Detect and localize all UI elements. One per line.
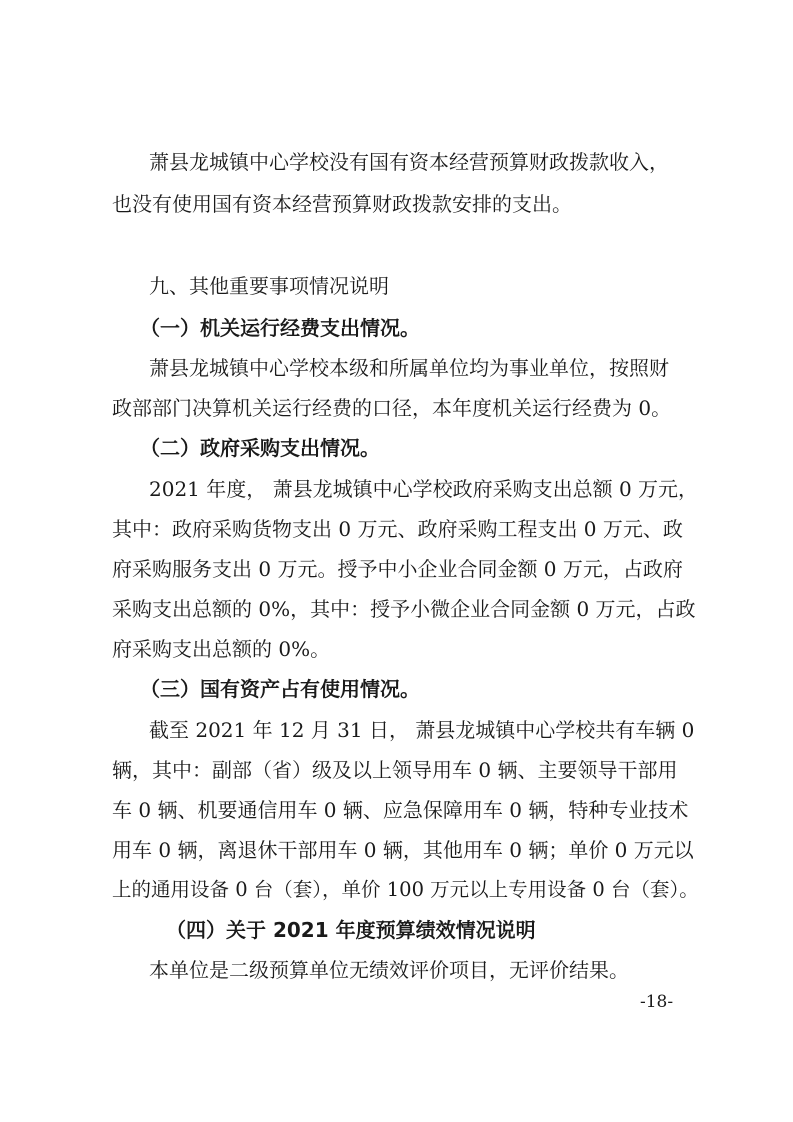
page-number: -18- [640, 992, 674, 1012]
subsection-2-title: （二）政府采购支出情况。 [140, 436, 380, 460]
subsection-3-line-5: 上的通用设备 0 台（套），单价 100 万元以上专用设备 0 台（套）。 [112, 878, 699, 901]
subsection-3-line-4: 用车 0 辆，离退休干部用车 0 辆，其他用车 0 辆；单价 0 万元以 [112, 838, 694, 862]
subsection-2-line-1: 2021 年度， 萧县龙城镇中心学校政府采购支出总额 0 万元， [149, 477, 699, 501]
subsection-2-line-5: 府采购支出总额的 0%。 [112, 637, 331, 661]
subsection-3-line-1: 截至 2021 年 12 月 31 日， 萧县龙城镇中心学校共有车辆 0 [149, 718, 695, 742]
subsection-2-line-4: 采购支出总额的 0%，其中：授予小微企业合同金额 0 万元，占政 [112, 597, 696, 621]
subsection-2-line-2: 其中：政府采购货物支出 0 万元、政府采购工程支出 0 万元、政 [112, 517, 683, 541]
subsection-4-title: （四）关于 2021 年度预算绩效情况说明 [166, 918, 536, 942]
subsection-1-line-2: 政部部门决算机关运行经费的口径，本年度机关运行经费为 0。 [112, 396, 672, 420]
subsection-3-line-3: 车 0 辆、机要通信用车 0 辆、应急保障用车 0 辆，特种专业技术 [112, 798, 689, 822]
subsection-2-line-3: 府采购服务支出 0 万元。授予中小企业合同金额 0 万元，占政府 [112, 557, 683, 581]
subsection-1-line-1: 萧县龙城镇中心学校本级和所属单位均为事业单位，按照财 [149, 356, 669, 380]
subsection-3-title: （三）国有资产占有使用情况。 [140, 677, 420, 701]
section-9-title: 九、其他重要事项情况说明 [149, 274, 389, 298]
paragraph-1-line-2: 也没有使用国有资本经营预算财政拨款安排的支出。 [112, 192, 572, 216]
subsection-4-line-1: 本单位是二级预算单位无绩效评价项目，无评价结果。 [149, 958, 629, 982]
subsection-1-title: （一）机关运行经费支出情况。 [140, 316, 420, 340]
subsection-3-line-2: 辆，其中：副部（省）级及以上领导用车 0 辆、主要领导干部用 [112, 758, 678, 782]
paragraph-1-line-1: 萧县龙城镇中心学校没有国有资本经营预算财政拨款收入， [149, 150, 669, 174]
